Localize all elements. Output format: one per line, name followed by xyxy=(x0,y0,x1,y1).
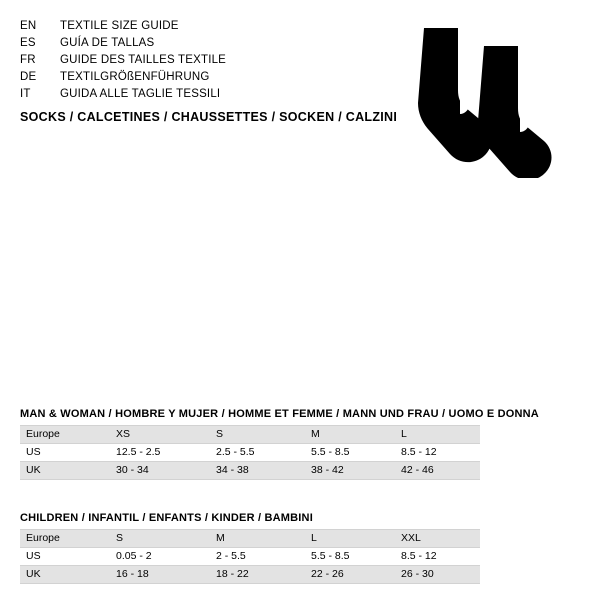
language-row xyxy=(20,52,380,69)
table-cell: M xyxy=(305,426,395,444)
table-cell: S xyxy=(110,530,210,548)
table-cell: 30 - 34 xyxy=(110,462,210,480)
socks-illustration xyxy=(400,18,570,178)
table-cell: 12.5 - 2.5 xyxy=(110,444,210,462)
table-cell: 18 - 22 xyxy=(210,566,305,584)
table-row xyxy=(20,566,480,584)
table-cell: 8.5 - 12 xyxy=(395,444,480,462)
table-cell: 8.5 - 12 xyxy=(395,548,480,566)
table-cell: UK xyxy=(20,566,110,584)
language-code: ES xyxy=(20,37,36,49)
language-code: IT xyxy=(20,88,31,100)
table-cell: 26 - 30 xyxy=(395,566,480,584)
table-cell: Europe xyxy=(20,426,110,444)
table-cell: 42 - 46 xyxy=(395,462,480,480)
table-cell: M xyxy=(210,530,305,548)
table-cell: 5.5 - 8.5 xyxy=(305,444,395,462)
table-cell: 5.5 - 8.5 xyxy=(305,548,395,566)
language-text: TEXTILGRÖßENFÜHRUNG xyxy=(60,71,210,83)
table-cell: 2.5 - 5.5 xyxy=(210,444,305,462)
sock-gap-left xyxy=(460,58,474,114)
children-size-table xyxy=(20,529,480,584)
table-row xyxy=(20,548,480,566)
language-text: TEXTILE SIZE GUIDE xyxy=(60,20,179,32)
language-code: FR xyxy=(20,54,36,66)
table-cell: L xyxy=(395,426,480,444)
sock-gap-right xyxy=(520,76,534,132)
table-cell: Europe xyxy=(20,530,110,548)
sock-right-shape xyxy=(478,46,552,178)
table-cell: 22 - 26 xyxy=(305,566,395,584)
table-cell: XXL xyxy=(395,530,480,548)
children-size-section xyxy=(20,512,580,584)
table-cell: 34 - 38 xyxy=(210,462,305,480)
table-row xyxy=(20,462,480,480)
table-cell: 0.05 - 2 xyxy=(110,548,210,566)
table-cell: US xyxy=(20,548,110,566)
table-cell: 38 - 42 xyxy=(305,462,395,480)
table-cell: US xyxy=(20,444,110,462)
children-table-caption: CHILDREN / INFANTIL / ENFANTS / KINDER / BAMBINI xyxy=(20,512,313,524)
language-text: GUIDE DES TAILLES TEXTILE xyxy=(60,54,227,66)
table-cell: S xyxy=(210,426,305,444)
table-cell: 16 - 18 xyxy=(110,566,210,584)
table-cell: L xyxy=(305,530,395,548)
page-title: SOCKS / CALCETINES / CHAUSSETTES / SOCKEN / CALZINI xyxy=(20,110,398,124)
table-cell: UK xyxy=(20,462,110,480)
language-row xyxy=(20,18,380,35)
adult-size-table xyxy=(20,425,480,480)
adult-size-section xyxy=(20,408,580,480)
adult-table-caption: MAN & WOMAN / HOMBRE Y MUJER / HOMME ET FEMME / MANN UND FRAU / UOMO E DONNA xyxy=(20,408,539,420)
table-row xyxy=(20,426,480,444)
language-row xyxy=(20,69,380,86)
language-row xyxy=(20,35,380,52)
language-row xyxy=(20,86,380,103)
language-code: DE xyxy=(20,71,37,83)
table-cell: XS xyxy=(110,426,210,444)
table-cell: 2 - 5.5 xyxy=(210,548,305,566)
language-code: EN xyxy=(20,20,37,32)
language-text: GUÍA DE TALLAS xyxy=(60,37,155,49)
language-text: GUIDA ALLE TAGLIE TESSILI xyxy=(60,88,221,100)
table-row xyxy=(20,444,480,462)
language-list xyxy=(20,18,380,103)
table-row xyxy=(20,530,480,548)
